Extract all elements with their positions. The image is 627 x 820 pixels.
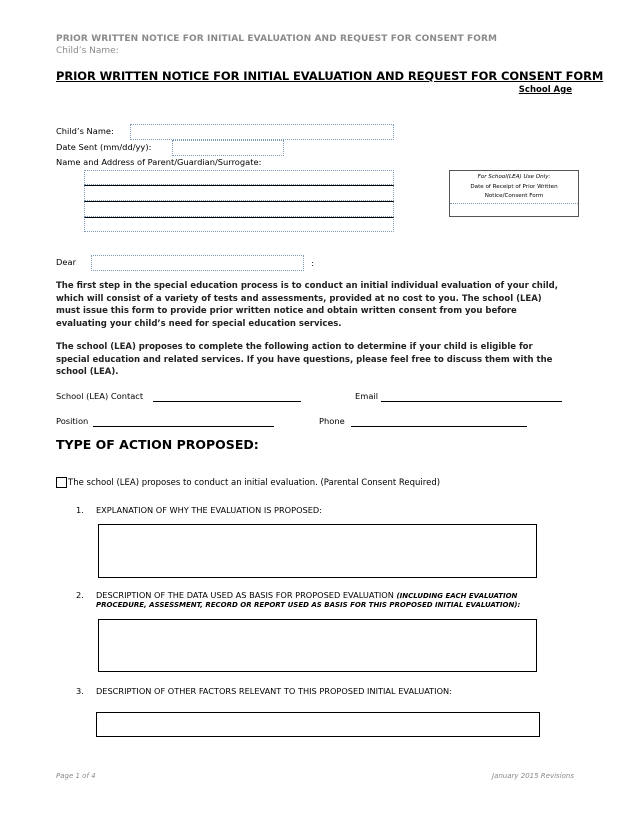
type-of-action-heading: TYPE OF ACTION PROPOSED:	[56, 437, 259, 452]
proposal-line: special education and related services. If you have questions, please feel free to discuss them with the	[56, 354, 553, 365]
school-contact-label: School (LEA) Contact	[56, 391, 144, 401]
parent-address-line-3[interactable]	[84, 201, 394, 217]
question-1	[76, 505, 322, 515]
date-sent-label: Date Sent (mm/dd/yy):	[56, 142, 152, 152]
form-title: PRIOR WRITTEN NOTICE FOR INITIAL EVALUATION AND REQUEST FOR CONSENT FORM	[56, 69, 604, 83]
dear-colon: :	[311, 258, 314, 268]
question-3	[76, 686, 452, 696]
question-3-answer-box[interactable]	[96, 712, 540, 737]
question-number: 3.	[76, 686, 84, 696]
dear-label: Dear	[56, 257, 76, 267]
lea-receipt-label	[450, 183, 578, 201]
parent-address-line-1[interactable]	[84, 170, 394, 185]
lea-receipt-date-field[interactable]	[450, 203, 578, 204]
question-2-answer-box[interactable]	[98, 619, 537, 672]
parent-address-label: Name and Address of Parent/Guardian/Surrogate:	[56, 157, 262, 167]
intro-line: The first step in the special education process is to conduct an initial individual evaluation of your child,	[56, 281, 558, 291]
initial-evaluation-checkbox-label: The school (LEA) proposes to conduct an initial evaluation. (Parental Consent Required)	[68, 478, 441, 488]
intro-line: must issue this form to provide prior written notice and obtain written consent from you before	[56, 306, 517, 316]
footer-page-number: Page 1 of 4	[56, 772, 96, 780]
position-field[interactable]	[93, 416, 274, 427]
lea-use-only-box	[449, 170, 579, 217]
question-text: DESCRIPTION OF THE DATA USED AS BASIS FOR PROPOSED EVALUATION	[96, 590, 397, 600]
child-name-field[interactable]	[130, 124, 394, 140]
initial-evaluation-checkbox[interactable]	[56, 477, 67, 488]
question-1-answer-box[interactable]	[98, 524, 537, 578]
intro-line: which will consist of a variety of tests and assessments, provided at no cost to you. The school (LEA)	[56, 293, 542, 304]
question-2-note-line-2: PROCEDURE, ASSESSMENT, RECORD OR REPORT USED AS BASIS FOR THIS PROPOSED INITIAL EVALUATION):	[96, 601, 521, 609]
email-field[interactable]	[381, 391, 562, 402]
intro-paragraph	[56, 280, 576, 330]
position-label: Position	[56, 416, 89, 426]
lea-receipt-label-line-2: Notice/Consent Form	[484, 193, 544, 199]
proposal-line: school (LEA).	[56, 367, 119, 377]
running-header-child-name: Child’s Name:	[56, 46, 119, 56]
phone-label: Phone	[319, 416, 345, 426]
phone-field[interactable]	[351, 416, 527, 427]
lea-use-only-label: For School(LEA) Use Only:	[477, 174, 551, 180]
question-text: DESCRIPTION OF OTHER FACTORS RELEVANT TO THIS PROPOSED INITIAL EVALUATION:	[96, 686, 452, 696]
lea-receipt-label-line-1: Date of Receipt of Prior Written	[470, 184, 558, 190]
parent-address-line-4[interactable]	[84, 217, 394, 232]
school-contact-field[interactable]	[153, 391, 301, 402]
running-header-title: PRIOR WRITTEN NOTICE FOR INITIAL EVALUATION AND REQUEST FOR CONSENT FORM	[56, 34, 498, 44]
proposal-line: The school (LEA) proposes to complete the following action to determine if your child is eligible for	[56, 342, 533, 352]
question-2	[76, 590, 517, 600]
proposal-paragraph	[56, 341, 576, 379]
child-name-label: Child’s Name:	[56, 126, 114, 136]
question-number: 1.	[76, 505, 84, 515]
question-2-note-line-1: (INCLUDING EACH EVALUATION	[396, 592, 518, 600]
dear-name-field[interactable]	[91, 255, 304, 271]
footer-revision: January 2015 Revisions	[492, 772, 575, 780]
question-text: EXPLANATION OF WHY THE EVALUATION IS PROPOSED:	[96, 505, 322, 515]
email-label: Email	[355, 391, 379, 401]
question-number: 2.	[76, 590, 84, 600]
intro-line: evaluating your child’s need for special education services.	[56, 318, 342, 329]
date-sent-field[interactable]	[172, 140, 284, 156]
parent-address-line-2[interactable]	[84, 185, 394, 201]
form-subtitle: School Age	[518, 85, 572, 95]
